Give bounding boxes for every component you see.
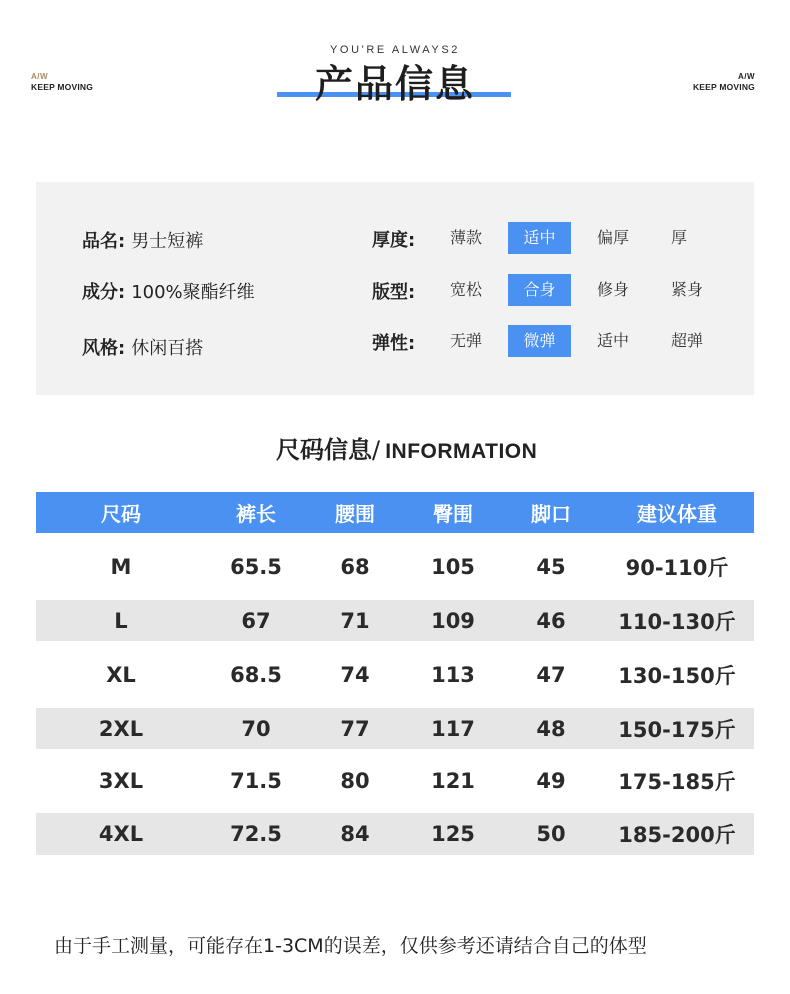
cell-size: 4XL	[36, 813, 206, 855]
cell-leg-opening: 50	[502, 813, 600, 855]
cell-weight: 175-185斤	[618, 770, 736, 794]
thickness-option-medium: 适中	[508, 222, 571, 254]
cell-length: 72.5	[206, 813, 306, 855]
elasticity-label: 弹性:	[372, 333, 416, 354]
elasticity-option-high: 超弹	[670, 331, 703, 350]
cell-size: L	[36, 600, 206, 641]
header-subtitle: YOU'RE ALWAYS2	[330, 44, 460, 56]
fit-label: 版型:	[372, 282, 416, 303]
table-row	[36, 600, 754, 641]
size-table-header	[36, 492, 754, 533]
header-size: 尺码	[36, 492, 206, 533]
table-row	[36, 708, 754, 749]
slogan-left: KEEP MOVING	[31, 82, 94, 92]
style-label: 风格:	[82, 338, 126, 359]
header-waist: 腰围	[306, 492, 404, 533]
cell-weight: 130-150斤	[618, 663, 736, 688]
cell-leg-opening: 46	[502, 600, 600, 641]
cell-leg-opening: 49	[536, 769, 566, 793]
cell-hip: 117	[404, 708, 502, 749]
cell-leg-opening: 45	[536, 554, 566, 579]
fit-option-slim: 修身	[596, 280, 629, 299]
cell-weight: 185-200斤	[600, 813, 754, 855]
product-name-value: 男士短裤	[131, 231, 204, 252]
header-weight: 建议体重	[600, 492, 754, 533]
elasticity-option-none: 无弹	[449, 331, 482, 350]
material-value: 100%聚酯纤维	[131, 282, 255, 303]
elasticity-option-medium: 适中	[596, 331, 629, 350]
cell-waist: 77	[306, 708, 404, 749]
table-row	[36, 749, 754, 813]
elasticity-row	[0, 325, 790, 357]
cell-waist: 84	[306, 813, 404, 855]
thickness-option-thickish: 偏厚	[596, 228, 629, 247]
cell-leg-opening: 47	[536, 662, 566, 687]
cell-length: 67	[206, 600, 306, 641]
thickness-option-thick: 厚	[670, 228, 687, 247]
cell-length: 70	[206, 708, 306, 749]
cell-weight: 110-130斤	[600, 600, 754, 641]
cell-hip: 121	[431, 769, 475, 793]
size-section-title	[276, 430, 537, 465]
size-title-zh: 尺码信息	[276, 436, 372, 464]
cell-length: 65.5	[230, 554, 282, 579]
header-length: 裤长	[206, 492, 306, 533]
cell-hip: 113	[431, 662, 475, 687]
fit-option-loose: 宽松	[449, 280, 482, 299]
cell-size: 3XL	[98, 769, 144, 793]
cell-waist: 68	[340, 554, 370, 579]
size-table	[36, 492, 754, 855]
measurement-note: 由于手工测量，可能存在1-3CM的误差，仅供参考还请结合自己的体型	[54, 935, 647, 957]
elasticity-option-slight: 微弹	[508, 325, 571, 357]
size-title-en: INFORMATION	[385, 440, 538, 463]
table-row	[36, 533, 754, 600]
cell-hip: 109	[404, 600, 502, 641]
cell-waist: 71	[306, 600, 404, 641]
cell-size: XL	[106, 662, 136, 687]
season-label-left: A/W	[31, 72, 49, 81]
cell-hip: 125	[404, 813, 502, 855]
cell-leg-opening: 48	[502, 708, 600, 749]
thickness-option-thin: 薄款	[449, 228, 482, 247]
cell-hip: 105	[431, 554, 475, 579]
cell-weight: 150-175斤	[600, 708, 754, 749]
cell-size: 2XL	[36, 708, 206, 749]
material-label: 成分:	[82, 282, 126, 303]
style-value: 休闲百搭	[131, 338, 204, 359]
fit-option-tight: 紧身	[670, 280, 703, 299]
thickness-label: 厚度:	[372, 230, 416, 251]
header-leg-opening: 脚口	[502, 492, 600, 533]
table-row	[36, 641, 754, 708]
cell-weight: 90-110斤	[625, 555, 729, 580]
cell-size: M	[110, 554, 132, 579]
fit-row	[0, 274, 790, 306]
season-label-right: A/W	[737, 72, 755, 81]
cell-waist: 80	[340, 769, 370, 793]
cell-length: 71.5	[230, 769, 282, 793]
page-title: 产品信息	[314, 62, 475, 106]
product-name-label: 品名:	[82, 231, 126, 252]
header-hip: 臀围	[404, 492, 502, 533]
table-row	[36, 813, 754, 855]
size-title-slash: /	[372, 436, 381, 464]
thickness-row	[0, 222, 790, 254]
slogan-right: KEEP MOVING	[692, 82, 755, 92]
fit-option-regular: 合身	[508, 274, 571, 306]
cell-length: 68.5	[230, 662, 282, 687]
cell-waist: 74	[340, 662, 370, 687]
